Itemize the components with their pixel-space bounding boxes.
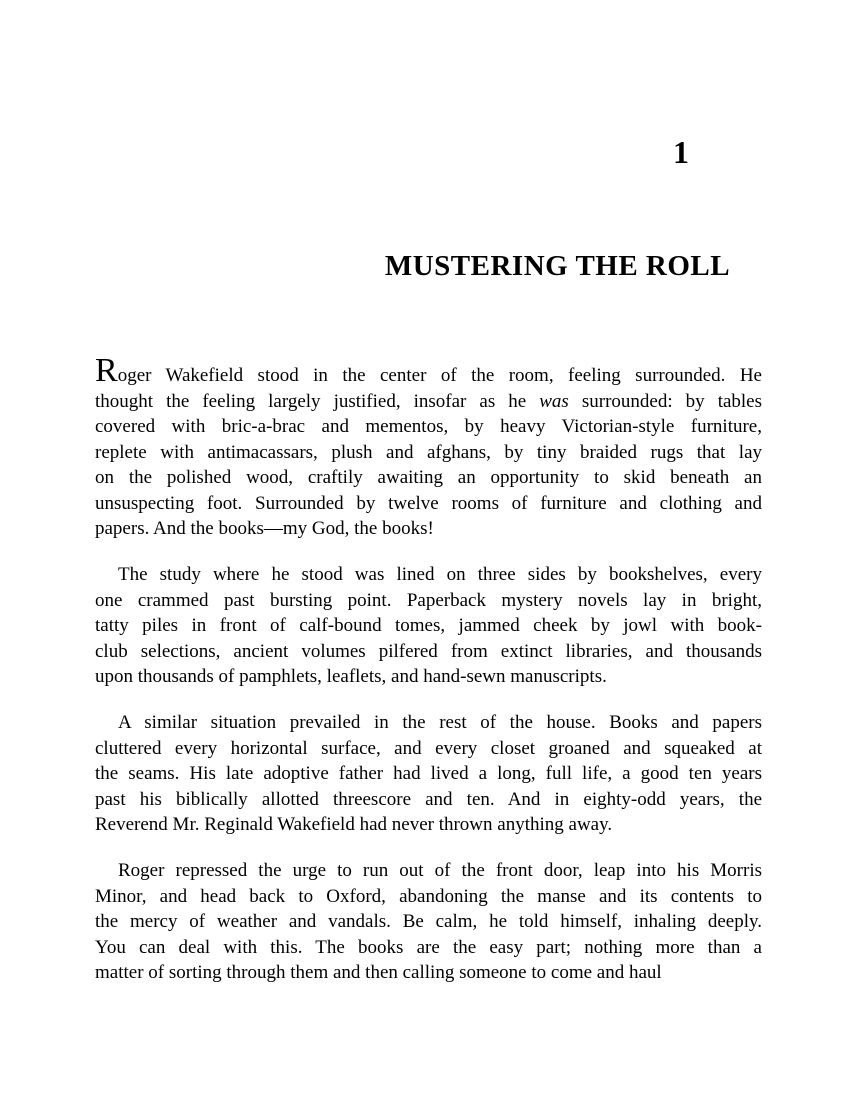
chapter-title: MUSTERING THE ROLL — [384, 250, 731, 282]
text-line: covered with bric-a-brac and mementos, by heavy Victorian-style furniture, — [95, 416, 762, 437]
text-line: thought the feeling largely justified, insofar as he was surrounded: by tables — [95, 390, 763, 412]
paragraph — [95, 562, 762, 690]
paragraph — [95, 858, 762, 986]
paragraph — [95, 710, 762, 838]
text-line: replete with antimacassars, plush and afghans, by tiny braided rugs that lay — [95, 441, 762, 463]
text-line: The study where he stood was lined on three sides by bookshelves, every — [118, 564, 762, 585]
text-line: You can deal with this. The books are the easy part; nothing more than a — [95, 936, 762, 958]
text-line: Roger Wakefield stood in the center of the room, feeling surrounded. He — [95, 352, 762, 389]
text-line: upon thousands of pamphlets, leaflets, and hand-sewn manuscripts. — [95, 666, 607, 687]
raised-initial-cap: R — [95, 352, 118, 389]
text-line: unsuspecting foot. Surrounded by twelve rooms of furniture and clothing and — [95, 492, 762, 514]
text-line: on the polished wood, craftily awaiting an opportunity to skid beneath an — [95, 467, 762, 488]
chapter-number: 1 — [673, 134, 689, 170]
text-line: papers. And the books—my God, the books! — [95, 518, 434, 539]
text-line: Minor, and head back to Oxford, abandoning the manse and its contents to — [95, 885, 762, 907]
text-line: the mercy of weather and vandals. Be calm, he told himself, inhaling deeply. — [95, 911, 762, 932]
text-line: matter of sorting through them and then calling someone to come and haul — [95, 962, 662, 983]
text-line: the seams. His late adoptive father had lived a long, full life, a good ten years — [95, 763, 762, 784]
text-line: club selections, ancient volumes pilfered from extinct libraries, and thousands — [95, 640, 762, 662]
text-line: past his biblically allotted threescore and ten. And in eighty-odd years, the — [95, 788, 762, 810]
page-body — [95, 352, 763, 986]
paragraph — [95, 352, 763, 542]
text-line: Reverend Mr. Reginald Wakefield had never thrown anything away. — [95, 814, 613, 835]
text-line: A similar situation prevailed in the rest of the house. Books and papers — [118, 712, 762, 733]
text-line: one crammed past bursting point. Paperback mystery novels lay in bright, — [95, 589, 762, 611]
text-line: cluttered every horizontal surface, and every closet groaned and squeaked at — [95, 737, 762, 759]
text-line: Roger repressed the urge to run out of the front door, leap into his Morris — [118, 860, 762, 881]
text-line: tatty piles in front of calf-bound tomes, jammed cheek by jowl with book- — [95, 615, 762, 636]
